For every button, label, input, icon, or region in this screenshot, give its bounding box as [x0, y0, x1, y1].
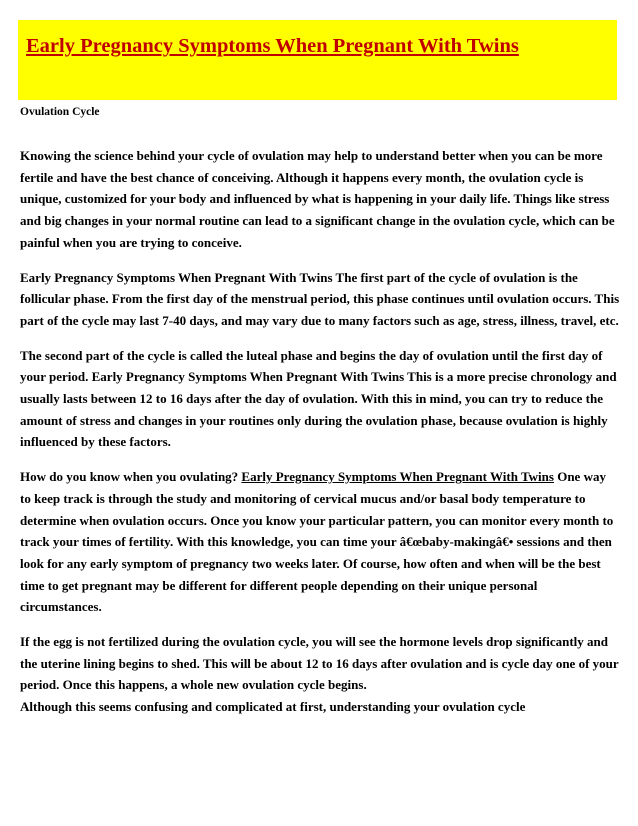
paragraph: Although this seems confusing and complicated at first, understanding your ovulation cycle — [20, 699, 526, 715]
document-body — [20, 145, 620, 718]
title-link[interactable]: Early Pregnancy Symptoms When Pregnant With Twins — [241, 469, 554, 485]
paragraph: If the egg is not fertilized during the ovulation cycle, you will see the hormone levels drop significantly and the uterine lining begins to shed. This will be about 12 to 16 days after ovulation and is cycle day one of your period. Once this happens, a whole new ovulation cycle begins. — [20, 634, 619, 693]
paragraph: The second part of the cycle is called the luteal phase and begins the day of ovulation until the first day of your period. Early Pregnancy Symptoms When Pregnant With Twins This is a more precise chronology and usually lasts between 12 to 16 days after the day of ovulation. With this in mind, you can try to reduce the amount of stress and changes in your routines only during the ovulation phase, because ovulation is highly influenced by these factors. — [20, 347, 617, 450]
paragraph-text: How do you know when you ovulating? — [20, 469, 242, 485]
section-subtitle: Ovulation Cycle — [20, 106, 100, 118]
paragraph: Early Pregnancy Symptoms When Pregnant With Twins The first part of the cycle of ovulation is the follicular phase. From the first day of the menstrual period, this phase continues until ovulation occurs. This part of the cycle may last 7-40 days, and may vary due to many factors such as age, stress, illness, travel, etc. — [20, 269, 620, 328]
paragraph — [20, 466, 620, 618]
paragraph: Knowing the science behind your cycle of ovulation may help to understand better when you can be more fertile and have the best chance of conceiving. Although it happens every month, the ovulation cycle is unique, customized for your body and influenced by what is happening in your daily life. Things like stress and big changes in your normal routine can lead to a significant change in the ovulation cycle, which can be painful when you are trying to conceive. — [20, 148, 615, 250]
title-banner — [18, 20, 617, 100]
paragraph-text: One way to keep track is through the study and monitoring of cervical mucus and/or basal body temperature to determine when ovulation occurs. Once you know your particular pattern, you can monitor every month to track your times of fertility. With this knowledge, you can time your â€œbaby-makingâ€• sessions and then look for any early symptom of pregnancy two weeks later. Of course, how often and when will be the best time to get pregnant may be different for different people depending on their unique personal circumstances. — [20, 469, 614, 615]
page-title: Early Pregnancy Symptoms When Pregnant With Twins — [26, 35, 519, 57]
